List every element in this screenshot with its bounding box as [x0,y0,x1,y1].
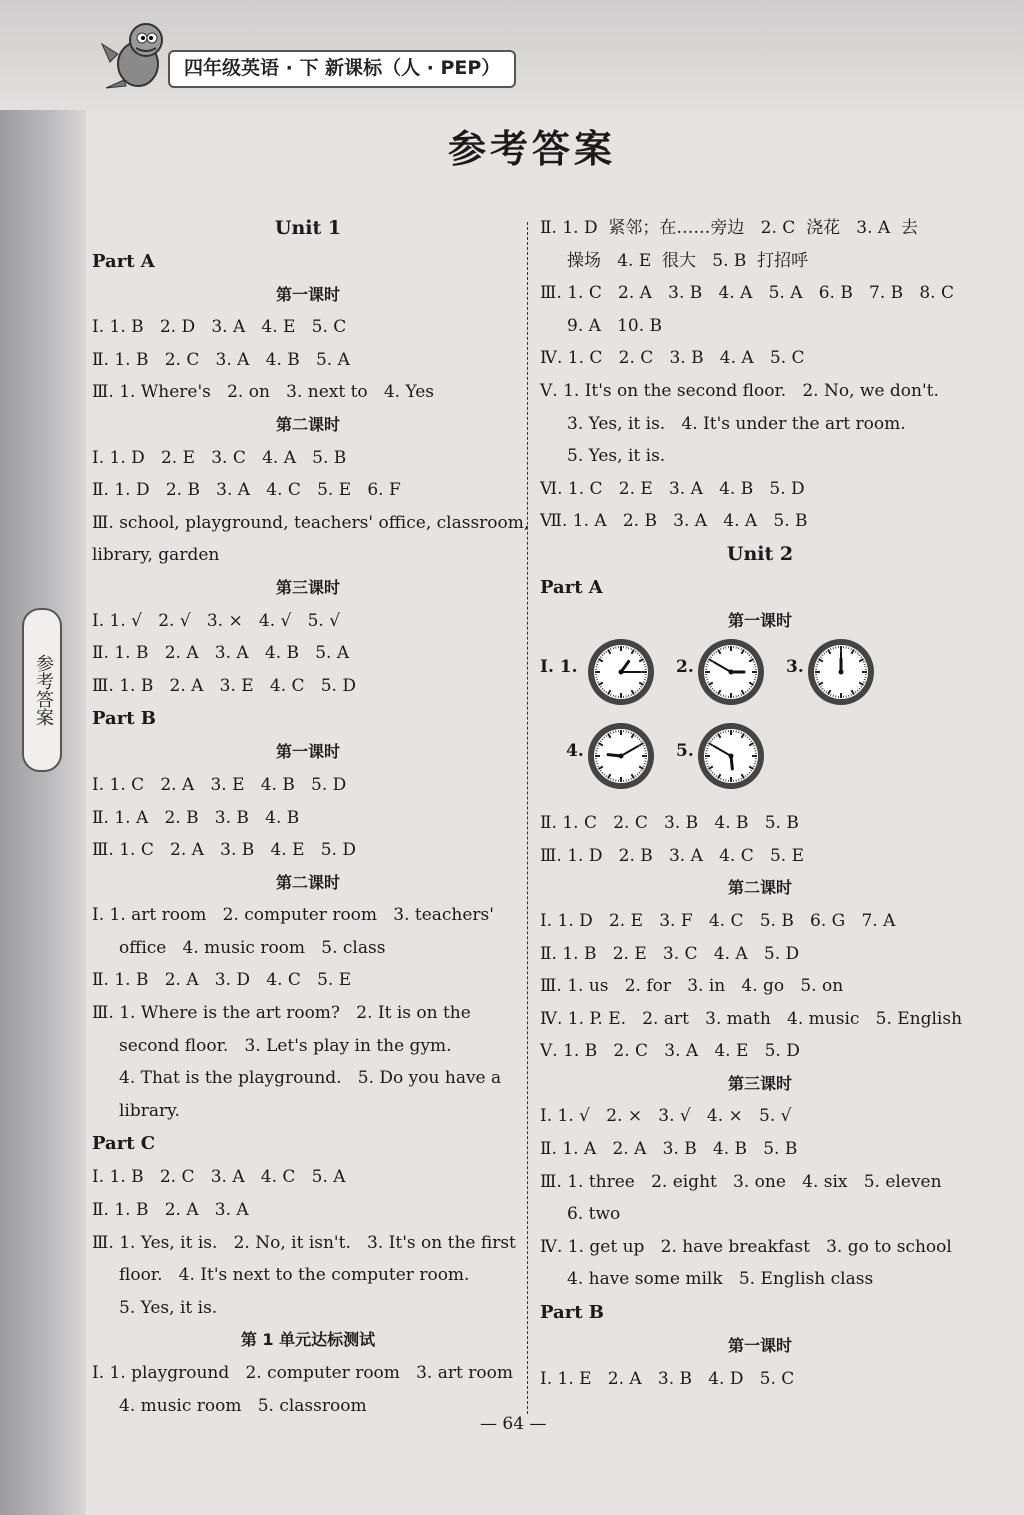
answer-line: Ⅱ. 1. B 2. A 3. D 4. C 5. E [92,970,352,991]
answer-line: Ⅲ. school, playground, teachers' office, classroom, [92,512,530,533]
unit-heading: Unit 1 [274,217,342,239]
part-heading: Part A [540,576,603,598]
answer-line: Ⅰ. 1. art room 2. computer room 3. teachers' [92,905,494,926]
lesson-heading: 第一课时 [727,610,792,630]
page-title: 参考答案 [447,127,616,171]
side-tab: 参考答案 [22,608,62,772]
answer-line: Ⅴ. 1. B 2. C 3. A 4. E 5. D [540,1041,800,1062]
answer-line: Ⅲ. 1. B 2. A 3. E 4. C 5. D [92,675,356,696]
answer-line: second floor. 3. Let's play in the gym. [119,1035,452,1056]
answer-line: Ⅱ. 1. A 2. B 3. B 4. B [92,807,300,828]
answer-line: 5. Yes, it is. [119,1297,218,1318]
answer-line: Ⅶ. 1. A 2. B 3. A 4. A 5. B [540,511,808,532]
clock-icon [586,721,656,791]
answer-line: Ⅰ. 1. playground 2. computer room 3. art room [92,1363,513,1383]
answer-line: 4. have some milk 5. English class [567,1269,874,1290]
lesson-heading: 第二课时 [727,878,792,898]
answer-line: Ⅱ. 1. D 紧邻；在……旁边 2. C 浇花 3. A 去 [540,218,918,238]
clock-label: 2. [676,657,694,678]
clock-label: Ⅰ. 1. [540,657,578,678]
answer-line: Ⅲ. 1. Where is the art room? 2. It is on the [92,1003,471,1024]
answer-line: 4. That is the playground. 5. Do you have a [119,1068,502,1089]
answer-line: Ⅲ. 1. C 2. A 3. B 4. E 5. D [92,840,356,861]
answer-line: Ⅱ. 1. B 2. C 3. A 4. B 5. A [92,349,350,370]
answer-line: 5. Yes, it is. [567,446,666,467]
lesson-heading: 第二课时 [275,872,340,892]
answer-line: Ⅵ. 1. C 2. E 3. A 4. B 5. D [540,478,805,499]
answer-line: office 4. music room 5. class [119,937,386,958]
part-heading: Part B [540,1302,604,1324]
clock-icon [696,721,766,791]
page-number: — 64 — [480,1414,547,1434]
answer-line: Ⅱ. 1. B 2. A 3. A 4. B 5. A [92,643,350,664]
part-heading: Part B [92,708,156,730]
unit-heading: Unit 2 [726,542,794,565]
answer-line: Ⅰ. 1. E 2. A 3. B 4. D 5. C [540,1368,795,1389]
answer-line: 4. music room 5. classroom [119,1395,367,1416]
part-heading: Part C [92,1133,156,1155]
answer-line: Ⅰ. 1. C 2. A 3. E 4. B 5. D [92,774,347,795]
answer-line: Ⅰ. 1. D 2. E 3. C 4. A 5. B [92,447,347,468]
answer-line: Ⅲ. 1. Where's 2. on 3. next to 4. Yes [92,382,435,403]
dragon-mascot-icon [96,14,176,94]
right-column [540,212,980,1395]
lesson-heading: 第一课时 [727,1336,792,1356]
clock-label: 5. [676,741,694,762]
lesson-heading: 第一课时 [275,284,340,304]
answer-line: Ⅱ. 1. A 2. A 3. B 4. B 5. B [540,1139,798,1160]
answer-line: Ⅱ. 1. B 2. A 3. A [92,1200,249,1221]
clock-label: 4. [566,741,584,762]
answer-line: 9. A 10. B [567,315,663,336]
answer-line: Ⅳ. 1. C 2. C 3. B 4. A 5. C [540,348,805,369]
lesson-heading: 第 1 单元达标测试 [240,1330,376,1350]
answer-line: Ⅱ. 1. D 2. B 3. A 4. C 5. E 6. F [92,480,401,501]
clock-icon [586,637,656,707]
clock-label: 3. [786,657,804,678]
left-column [92,212,530,1422]
answer-line: floor. 4. It's next to the computer room. [119,1265,470,1286]
column-divider [527,222,528,1414]
header-title: 四年级英语 · 下 新课标（人 · PEP） [168,50,516,88]
answer-line: 3. Yes, it is. 4. It's under the art room. [567,413,906,434]
answer-line: library. [119,1100,180,1121]
answer-line: Ⅰ. 1. B 2. C 3. A 4. C 5. A [92,1167,346,1188]
answer-line: Ⅲ. 1. us 2. for 3. in 4. go 5. on [540,976,844,997]
answer-line: Ⅰ. 1. B 2. D 3. A 4. E 5. C [92,317,347,338]
answer-line: Ⅲ. 1. C 2. A 3. B 4. A 5. A 6. B 7. B 8. C [540,283,954,304]
lesson-heading: 第二课时 [275,414,340,434]
answer-line: Ⅰ. 1. √ 2. √ 3. × 4. √ 5. √ [92,610,341,631]
lesson-heading: 第一课时 [275,742,340,762]
answer-line: Ⅲ. 1. three 2. eight 3. one 4. six 5. eleven [540,1171,942,1192]
answer-line: Ⅳ. 1. P. E. 2. art 3. math 4. music 5. English [540,1008,963,1029]
answer-line: Ⅲ. 1. D 2. B 3. A 4. C 5. E [540,845,804,866]
answer-line: Ⅳ. 1. get up 2. have breakfast 3. go to school [540,1236,952,1257]
clock-icon [696,637,766,707]
answer-line: Ⅰ. 1. √ 2. × 3. √ 4. × 5. √ [540,1106,792,1127]
answer-line: Ⅲ. 1. Yes, it is. 2. No, it isn't. 3. It's on the first [92,1232,516,1253]
answer-line: 6. two [567,1204,621,1225]
clock-row [540,721,980,791]
answer-line: Ⅱ. 1. B 2. E 3. C 4. A 5. D [540,943,800,964]
answer-line: Ⅱ. 1. C 2. C 3. B 4. B 5. B [540,813,799,834]
lesson-heading: 第三课时 [275,577,340,597]
answer-line: library, garden [92,545,220,566]
answer-line: 操场 4. E 很大 5. B 打招呼 [567,250,809,271]
answer-line: Ⅴ. 1. It's on the second floor. 2. No, we don't. [540,380,939,401]
clock-icon [806,637,876,707]
clock-row [540,637,980,707]
answer-line: Ⅰ. 1. D 2. E 3. F 4. C 5. B 6. G 7. A [540,910,896,931]
lesson-heading: 第三课时 [727,1073,792,1093]
part-heading: Part A [92,250,155,272]
